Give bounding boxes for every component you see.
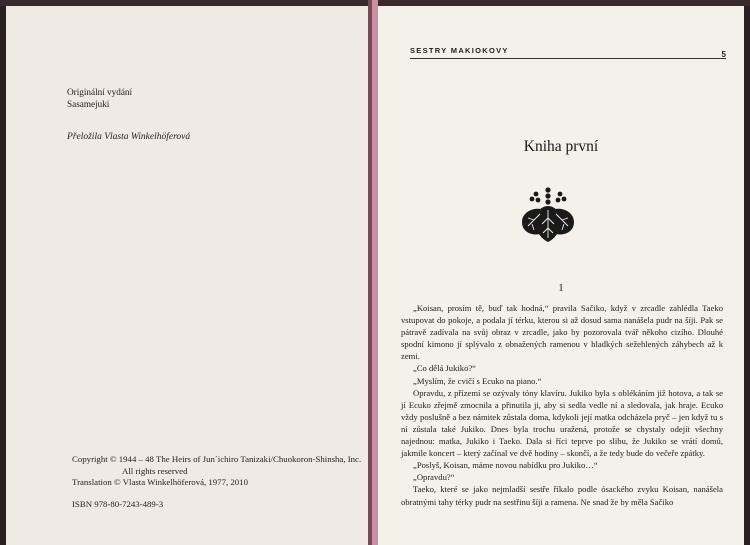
paragraph: „Poslyš, Koisan, máme novou nabídku pro Jukiko…“ [413,460,598,471]
copyright-line: Copyright © 1944 – 48 The Heirs of Jun´ichiro Tanizaki/Chuokoron-Shinsha, Inc. [72,454,362,464]
chapter-number: 1 [558,282,564,294]
paragraph: „Koisan, prosím tě, buď tak hodná,“ pravila Sačiko, když v zrcadle zahlédla Taeko vstupovat do pokoje, a podala jí térku, kterou si až dosud sama nanášela pudr na šíji. Pak se pátravě zadívala na svůj obraz v zrcadle, jako by pozorovala tvář někoho cizího. Dlouhé spodní kimono jí splývalo z obnažených ramenou v hladkých sežehlených záhybech až k zemi. [401,303,723,362]
running-head-title: SESTRY MAKIOKOVY [410,46,509,55]
paragraph: „Myslím, že cvičí s Ecuko na piano.“ [413,375,542,386]
paulownia-crest-icon [518,184,578,244]
original-title: Sasamejuki [67,99,110,109]
original-edition-block [67,86,132,110]
original-edition-label: Originální vydání [67,87,133,97]
paragraph: „Opravdu?“ [413,472,455,483]
translation-line: Translation © Vlasta Winkelhöferová, 1977, 2010 [72,477,248,487]
body-text [401,302,723,508]
book-part-title: Kniha první [523,138,599,155]
isbn: ISBN 978-80-7243-489-3 [72,498,164,509]
paragraph: „Co dělá Jukiko?“ [413,363,477,374]
copyright-block [72,454,372,510]
paragraph: Opravdu, z přízemí se ozývaly tóny klavíru. Jukiko byla s oblékáním již hotova, a tak se jí Ecuko zřejmě zmocnila a přinutila ji, aby si sedla vedle ní a sledovala, jak hraje. Ecuko vždy poslušně a bez námitek zůstala doma, kdykoli její matka odcházela pryč – jen když tu s ní zůstala také Jukiko. Dnes byla trochu uražená, protože se chystaly odejít všechny najednou: matka, Jukiko i Taeko. Dala si říci teprve po slibu, že Jukiko se vrátí domů, jakmile koncert – který začínal ve dvě hodiny – skončí, a že tedy bude do večeře zpátky. [401,387,723,459]
running-head [410,46,726,59]
right-page [378,6,744,545]
paragraph: Taeko, které se jako nejmladší sestře říkalo podle ósackého zvyku Koisan, nanášela obratnými tahy térky pudr na sestřinu šíji a ramena. Ne snad že by měla Sačiko [401,484,723,507]
page-number: 5 [721,50,726,59]
left-page [6,6,372,545]
translator-credit: Přeložila Vlasta Winkelhöferová [67,132,191,142]
rights-line: All rights reserved [122,465,188,476]
